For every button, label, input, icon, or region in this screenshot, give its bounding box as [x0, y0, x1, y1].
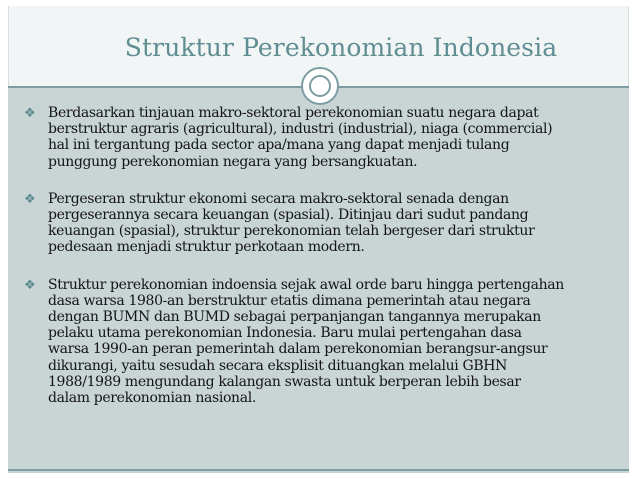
panel-bottom-border [8, 469, 629, 471]
bullet-text-line: dalam perekonomian nasional. [48, 390, 256, 407]
divider-circle-ornament [301, 67, 339, 105]
bullet-text-line: dasa warsa 1980-an berstruktur etatis dimana pemerintah atau negara [48, 292, 531, 309]
bullet-text-line: berstruktur agraris (agricultural), industri (industrial), niaga (commercial) [48, 121, 553, 138]
bullet-item [22, 277, 617, 407]
bullet-list [22, 105, 617, 427]
bullet-text-line: pergeserannya secara keuangan (spasial). Ditinjau dari sudut pandang [48, 207, 529, 224]
bullet-item [22, 191, 617, 256]
bullet-text-line: dikurangi, yaitu sesudah secara eksplisit dituangkan melalui GBHN [48, 357, 508, 374]
diamond-bullet-icon: ❖ [24, 277, 36, 293]
bullet-text-line: warsa 1990-an peran pemerintah dalam perekonomian berangsur-angsur [48, 341, 548, 358]
bullet-text-line: Pergeseran struktur ekonomi secara makro-sektoral senada dengan [48, 190, 509, 207]
bullet-text-line: Struktur perekonomian indoensia sejak awal orde baru hingga pertengahan [48, 276, 564, 293]
slide-title: Struktur Perekonomian Indonesia [124, 33, 558, 62]
bullet-text-line: punggung perekonomian negara yang bersangkuatan. [48, 153, 418, 170]
bullet-item [22, 105, 617, 170]
bullet-text-line: hal ini tergantung pada sector apa/mana yang dapat menjadi tulang [48, 137, 510, 154]
diamond-bullet-icon: ❖ [24, 106, 36, 121]
bullet-text-line: pelaku utama perekonomian Indonesia. Baru mulai pertengahan dasa [48, 325, 522, 342]
bullet-text-line: 1988/1989 mengundang kalangan swasta untuk berperan lebih besar [48, 373, 521, 390]
bullet-text-line: pedesaan menjadi struktur perkotaan modern. [48, 239, 365, 256]
divider-circle-inner [309, 75, 331, 97]
bullet-text-line: keuangan (spasial), struktur perekonomian telah bergeser dari struktur [48, 223, 535, 240]
bullet-text-line: Berdasarkan tinjauan makro-sektoral perekonomian suatu negara dapat [48, 105, 539, 121]
diamond-bullet-icon: ❖ [24, 191, 36, 207]
bullet-text-line: dengan BUMN dan BUMD sebagai perpanjangan tangannya merupakan [48, 309, 541, 326]
